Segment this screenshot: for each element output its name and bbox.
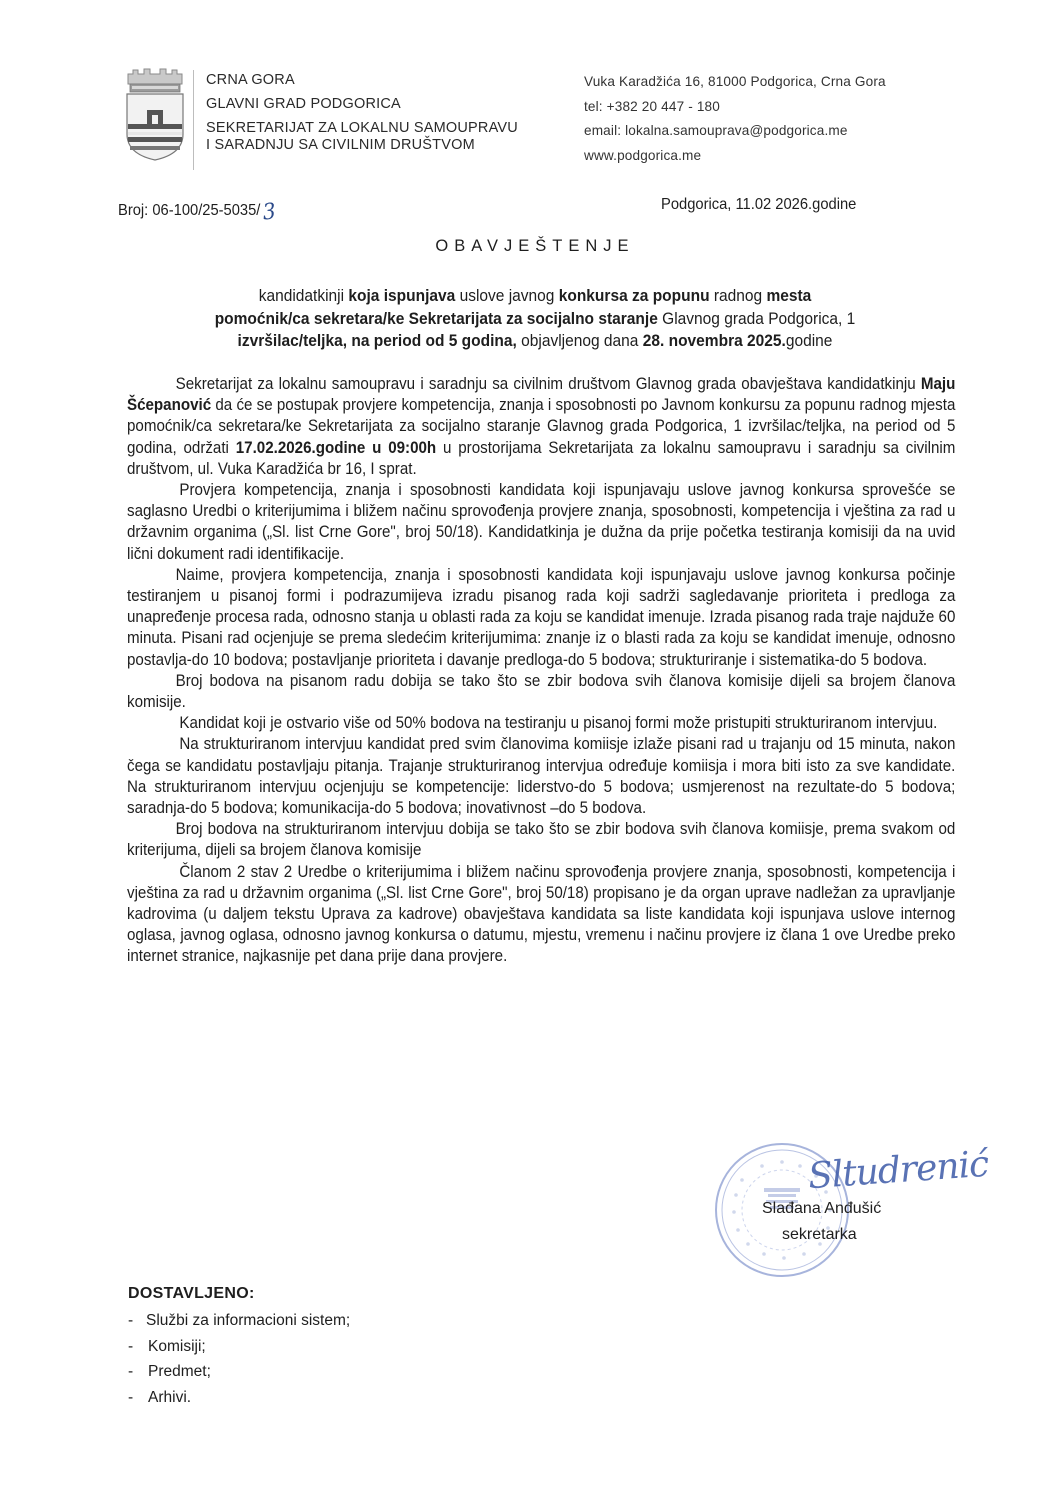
subject-line-2: [136, 308, 935, 331]
contact-phone: tel: +382 20 447 - 180: [584, 98, 720, 114]
paragraph-threshold: Kandidat koji je ostvario više od 50% bodova na testiranju u pisanoj formi može pristupiti strukturiranom intervjuu.: [179, 714, 938, 733]
distribution-item-text: Komisiji;: [148, 1337, 206, 1355]
org-city: GLAVNI GRAD PODGORICA: [206, 96, 401, 112]
candidate-name: Maju Šćepanović: [127, 375, 956, 415]
subject-text-bold: izvršilac/teljka, na period od 5 godina,: [237, 332, 517, 350]
place-date: Podgorica, 11.02 2026.godine: [661, 196, 857, 213]
subject-text: radnog: [709, 287, 767, 305]
paragraph-written-score: Broj bodova na pisanom radu dobija se tako što se zbir bodova svih članova komisije dijeli sa brojem članova komisije.: [127, 671, 956, 712]
subject-text-bold: 28. novembra 2025.: [642, 332, 786, 350]
distribution-item: [128, 1385, 350, 1411]
paragraph-regulation: Članom 2 stav 2 Uredbe o kriterijumima i bližem načinu sprovođenja provjere znanja, sposobnosti, kompetencija i vještina za rad u državnim organima („Sl. list Crne Gore", broj 50/18) propisano je da organ uprave nadležan za upravljanje kadrovima (u daljem tekstu Uprava za kadrove) obavještava kandidata sa liste kandidata koji ispunjava uslove internog oglasa, javnog oglasa, odnosno javnog konkursa o datumu, mjestu, vremenu i načinu provjere iz člana 1 ove Uredbe preko internet stranice, najkasnije pet dana prije dana provjere.: [127, 862, 956, 966]
contact-email: email: lokalna.samouprava@podgorica.me: [584, 123, 848, 138]
distribution-item-text: Arhivi.: [148, 1388, 192, 1406]
distribution-item: [128, 1359, 350, 1385]
paragraph-text: da će se postupak provjere kompetencija, znanja i sposobnosti po Javnom konkursu za popunu radnog mjesta pomoćnik/ca sekretara/ke Sekretarijata za socijalno staranje Glavnog grada Podgorica, 1 izvršilac/teljka, na period od 5 godina, održati: [127, 396, 956, 457]
contact-block: [584, 70, 886, 168]
subject-text: kandidatkinji: [258, 287, 349, 305]
distribution-item-text: Predmet;: [148, 1363, 211, 1380]
distribution-item: [128, 1334, 350, 1360]
distribution-item-text: Službi za informacioni sistem;: [146, 1312, 351, 1329]
paragraph-interview-score: Broj bodova na strukturiranom intervjuu dobija se tako što se zbir bodova svih članova komiisje, prema svakom od kriterijuma, dijeli sa brojem članova komisije: [127, 820, 956, 860]
reference-number: [118, 196, 277, 226]
document-subject: [136, 285, 935, 353]
handwritten-signature: Sltudrenić: [806, 1143, 990, 1198]
test-datetime: 17.02.2026.godine u 09:00h: [235, 438, 437, 457]
distribution-item: [128, 1308, 350, 1334]
subject-text-bold: konkursa za popunu: [558, 287, 710, 305]
header-divider: [193, 70, 194, 170]
list-dash: -: [128, 1388, 134, 1406]
document-title: OBAVJEŠTENJE: [435, 237, 635, 255]
subject-text: objavljenog dana: [516, 332, 643, 350]
paragraph-interview: Na strukturiranom intervjuu kandidat pred svim članovima komiisje izlaže pisani rad u trajanju od 15 minuta, nakon čega se kandidatu postavljaju pitanja. Trajanje strukturiranog intervjua određuje komiisja i mora biti isto za sve kandidate. Na strukturiranom intervjuu ocjenjuju se kompetencije: liderstvo-do 5 bodova; usmjerenost na rezultate-do 5 bodova; saradnja-do 5 bodova; komunikacija-do 5 bodova; inovativnost –do 5 bodova.: [127, 735, 956, 818]
coat-of-arms-icon: [122, 64, 188, 162]
subject-text: godine: [785, 332, 833, 350]
distribution-list: [128, 1308, 350, 1410]
contact-address: Vuka Karadžića 16, 81000 Podgorica, Crna Gora: [584, 74, 886, 89]
distribution-heading: DOSTAVLJENO:: [128, 1285, 255, 1302]
subject-text-bold: mesta: [766, 287, 812, 305]
signer-name: Slađana Anđušić: [762, 1200, 882, 1217]
org-secretariat-line2: I SARADNJU SA CIVILNIM DRUŠTVOM: [206, 137, 475, 153]
list-dash: -: [128, 1363, 134, 1380]
paragraph-notice: [127, 374, 955, 480]
organization-block: [206, 72, 518, 154]
org-secretariat-line1: SEKRETARIJAT ZA LOKALNU SAMOUPRAVU: [206, 120, 518, 136]
document-body: [127, 374, 955, 968]
list-dash: -: [128, 1337, 134, 1355]
subject-text: Glavnog grada Podgorica, 1: [657, 309, 856, 328]
org-country: CRNA GORA: [206, 72, 295, 88]
signer-role: sekretarka: [782, 1226, 857, 1243]
paragraph-text: Sekretarijat za lokalnu samoupravu i saradnju sa civilnim društvom Glavnog grada obavještava kandidatkinju: [175, 375, 921, 393]
contact-website: www.podgorica.me: [584, 147, 702, 163]
paragraph-procedure: Provjera kompetencija, znanja i sposobnosti kandidata koji ispunjavaju uslove javnog konkursa sprovešće se saglasno Uredbi o kriterijumima i bližem načinu sprovođenja provjere znanja, sposobnosti, kompetencija i vještina za rad u državnim organima („Sl. list Crne Gore", broj 50/18). Kandidatkinja je dužna da prije početka testiranja komisiji da na uvid lični dokument radi identifikacije.: [127, 481, 956, 563]
reference-number-label: Broj: 06-100/25-5035/: [118, 202, 261, 219]
subject-text-bold: koja ispunjava: [348, 287, 456, 305]
list-dash: -: [128, 1312, 134, 1329]
paragraph-written-test: Naime, provjera kompetencija, znanja i sposobnosti kandidata koji ispunjavaju uslove javnog konkursa počinje testiranjem u pisanoj formi i podrazumijeva izradu pisanog rada koji sadrži sagledavanje prioriteta i predloga za unapređenje procesa rada, odnosno stanja u oblasti rada za koju se kandidat imenuje. Izrada pisanog rada traje najduže 60 minuta. Pisani rad ocjenjuje se prema sledećim kriterijumima: znanje iz o blasti rada za koju se kandidat imenuje, odnosno postavlja-do 10 bodova; postavljanje prioriteta i davanje predloga-do 5 bodova; strukturiranje i sistematika-do 5 bodova.: [127, 565, 956, 669]
subject-text-bold: pomoćnik/ca sekretara/ke Sekretarijata za socijalno staranje: [214, 309, 658, 328]
subject-line-3: [136, 330, 935, 353]
subject-line-1: [136, 285, 935, 308]
handwritten-number: 3: [261, 199, 277, 226]
paragraph-text: u prostorijama Sekretarijata za lokalnu samoupravu i saradnju sa civilnim društvom, ul. Vuka Karadžića br 16, I sprat.: [127, 438, 956, 478]
subject-text: uslove javnog: [455, 287, 559, 305]
